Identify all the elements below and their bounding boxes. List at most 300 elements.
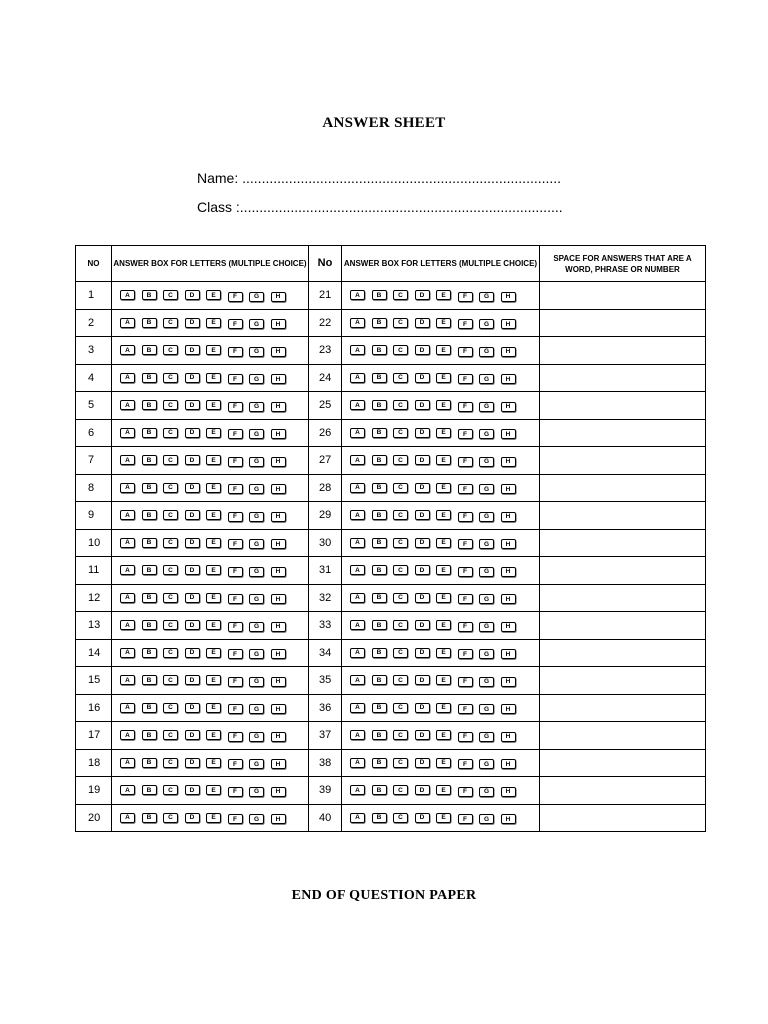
option-bubble[interactable]: G [249,787,264,797]
option-bubble[interactable]: H [501,319,516,329]
option-bubble[interactable]: H [501,512,516,522]
option-bubble[interactable]: F [228,567,243,577]
option-bubble[interactable]: G [249,677,264,687]
option-bubble[interactable]: G [479,704,494,714]
option-bubble[interactable]: D [415,703,430,713]
option-bubble[interactable]: D [185,318,200,328]
option-bubble[interactable]: G [249,429,264,439]
option-bubble[interactable]: C [163,703,178,713]
option-bubble[interactable]: B [372,703,387,713]
written-answer-cell[interactable] [540,612,706,640]
option-bubble[interactable]: D [415,318,430,328]
option-bubble[interactable]: E [436,345,451,355]
option-bubble[interactable]: H [271,759,286,769]
option-bubble[interactable]: C [393,703,408,713]
option-bubble[interactable]: A [350,510,365,520]
option-bubble[interactable]: G [479,677,494,687]
written-answer-cell[interactable] [540,584,706,612]
written-answer-cell[interactable] [540,392,706,420]
option-bubble[interactable]: A [350,620,365,630]
option-bubble[interactable]: B [372,620,387,630]
option-bubble[interactable]: F [228,429,243,439]
option-bubble[interactable]: E [436,428,451,438]
option-bubble[interactable]: A [350,455,365,465]
option-bubble[interactable]: F [458,539,473,549]
option-bubble[interactable]: A [350,785,365,795]
option-bubble[interactable]: A [120,318,135,328]
option-bubble[interactable]: A [350,675,365,685]
option-bubble[interactable]: F [228,649,243,659]
option-bubble[interactable]: A [120,703,135,713]
option-bubble[interactable]: F [228,402,243,412]
option-bubble[interactable]: F [228,347,243,357]
option-bubble[interactable]: G [249,594,264,604]
option-bubble[interactable]: F [458,292,473,302]
option-bubble[interactable]: H [501,429,516,439]
option-bubble[interactable]: D [415,785,430,795]
option-bubble[interactable]: E [206,648,221,658]
option-bubble[interactable]: D [415,483,430,493]
option-bubble[interactable]: H [501,347,516,357]
option-bubble[interactable]: G [479,484,494,494]
option-bubble[interactable]: C [393,648,408,658]
option-bubble[interactable]: H [271,704,286,714]
option-bubble[interactable]: D [415,648,430,658]
option-bubble[interactable]: C [163,620,178,630]
option-bubble[interactable]: F [228,814,243,824]
option-bubble[interactable]: H [501,539,516,549]
option-bubble[interactable]: H [271,402,286,412]
option-bubble[interactable]: B [372,730,387,740]
option-bubble[interactable]: C [163,813,178,823]
option-bubble[interactable]: H [271,787,286,797]
option-bubble[interactable]: B [142,455,157,465]
written-answer-cell[interactable] [540,474,706,502]
option-bubble[interactable]: G [249,319,264,329]
option-bubble[interactable]: C [163,345,178,355]
option-bubble[interactable]: H [501,704,516,714]
option-bubble[interactable]: F [228,319,243,329]
option-bubble[interactable]: D [185,565,200,575]
option-bubble[interactable]: E [436,400,451,410]
option-bubble[interactable]: G [479,649,494,659]
written-answer-cell[interactable] [540,749,706,777]
class-field[interactable]: Class :................................................................................... [197,199,563,215]
option-bubble[interactable]: D [185,648,200,658]
option-bubble[interactable]: E [206,428,221,438]
option-bubble[interactable]: A [120,455,135,465]
option-bubble[interactable]: B [372,290,387,300]
option-bubble[interactable]: F [228,594,243,604]
option-bubble[interactable]: H [271,622,286,632]
option-bubble[interactable]: E [436,675,451,685]
written-answer-cell[interactable] [540,364,706,392]
option-bubble[interactable]: C [393,620,408,630]
option-bubble[interactable]: B [372,785,387,795]
option-bubble[interactable]: F [458,732,473,742]
option-bubble[interactable]: D [415,675,430,685]
option-bubble[interactable]: A [350,483,365,493]
option-bubble[interactable]: A [350,290,365,300]
option-bubble[interactable]: H [271,374,286,384]
option-bubble[interactable]: B [372,400,387,410]
option-bubble[interactable]: H [271,567,286,577]
option-bubble[interactable]: D [415,620,430,630]
option-bubble[interactable]: H [501,457,516,467]
option-bubble[interactable]: B [142,538,157,548]
option-bubble[interactable]: H [501,732,516,742]
option-bubble[interactable]: B [372,510,387,520]
option-bubble[interactable]: A [120,428,135,438]
option-bubble[interactable]: H [271,512,286,522]
option-bubble[interactable]: C [393,593,408,603]
option-bubble[interactable]: C [393,428,408,438]
written-answer-cell[interactable] [540,337,706,365]
option-bubble[interactable]: A [120,373,135,383]
option-bubble[interactable]: B [142,565,157,575]
option-bubble[interactable]: E [436,758,451,768]
option-bubble[interactable]: G [479,567,494,577]
option-bubble[interactable]: A [350,538,365,548]
option-bubble[interactable]: A [350,730,365,740]
option-bubble[interactable]: F [458,347,473,357]
option-bubble[interactable]: F [458,512,473,522]
option-bubble[interactable]: A [120,483,135,493]
option-bubble[interactable]: C [393,400,408,410]
option-bubble[interactable]: F [228,622,243,632]
option-bubble[interactable]: C [163,483,178,493]
option-bubble[interactable]: C [393,565,408,575]
option-bubble[interactable]: E [436,510,451,520]
option-bubble[interactable]: F [458,567,473,577]
option-bubble[interactable]: A [350,428,365,438]
option-bubble[interactable]: B [142,703,157,713]
option-bubble[interactable]: E [206,455,221,465]
option-bubble[interactable]: E [206,483,221,493]
option-bubble[interactable]: A [120,565,135,575]
option-bubble[interactable]: C [163,428,178,438]
option-bubble[interactable]: G [479,374,494,384]
option-bubble[interactable]: G [249,457,264,467]
written-answer-cell[interactable] [540,722,706,750]
option-bubble[interactable]: A [350,318,365,328]
option-bubble[interactable]: B [142,785,157,795]
option-bubble[interactable]: E [206,400,221,410]
option-bubble[interactable]: A [350,345,365,355]
option-bubble[interactable]: E [206,373,221,383]
option-bubble[interactable]: H [271,457,286,467]
option-bubble[interactable]: E [436,318,451,328]
written-answer-cell[interactable] [540,282,706,310]
option-bubble[interactable]: D [415,510,430,520]
option-bubble[interactable]: F [458,622,473,632]
option-bubble[interactable]: H [271,319,286,329]
option-bubble[interactable]: B [372,593,387,603]
option-bubble[interactable]: D [185,538,200,548]
option-bubble[interactable]: E [436,565,451,575]
option-bubble[interactable]: G [249,374,264,384]
option-bubble[interactable]: E [206,318,221,328]
option-bubble[interactable]: B [372,565,387,575]
option-bubble[interactable]: F [458,457,473,467]
option-bubble[interactable]: D [415,345,430,355]
option-bubble[interactable]: A [350,565,365,575]
option-bubble[interactable]: C [393,345,408,355]
option-bubble[interactable]: B [142,675,157,685]
option-bubble[interactable]: C [163,318,178,328]
option-bubble[interactable]: E [436,730,451,740]
option-bubble[interactable]: G [479,429,494,439]
option-bubble[interactable]: G [479,787,494,797]
option-bubble[interactable]: D [185,373,200,383]
option-bubble[interactable]: H [501,622,516,632]
option-bubble[interactable]: F [458,319,473,329]
option-bubble[interactable]: H [501,649,516,659]
option-bubble[interactable]: G [479,732,494,742]
option-bubble[interactable]: C [393,373,408,383]
option-bubble[interactable]: C [163,758,178,768]
option-bubble[interactable]: E [436,290,451,300]
option-bubble[interactable]: E [206,538,221,548]
option-bubble[interactable]: A [350,373,365,383]
option-bubble[interactable]: C [393,813,408,823]
option-bubble[interactable]: G [249,567,264,577]
option-bubble[interactable]: H [271,539,286,549]
option-bubble[interactable]: F [228,759,243,769]
option-bubble[interactable]: A [120,648,135,658]
option-bubble[interactable]: C [163,785,178,795]
option-bubble[interactable]: G [479,319,494,329]
option-bubble[interactable]: C [393,455,408,465]
option-bubble[interactable]: D [185,428,200,438]
option-bubble[interactable]: C [163,400,178,410]
option-bubble[interactable]: H [271,484,286,494]
option-bubble[interactable]: E [436,455,451,465]
option-bubble[interactable]: G [249,539,264,549]
option-bubble[interactable]: A [120,758,135,768]
option-bubble[interactable]: A [120,510,135,520]
option-bubble[interactable]: G [479,402,494,412]
option-bubble[interactable]: H [271,649,286,659]
option-bubble[interactable]: C [163,290,178,300]
written-answer-cell[interactable] [540,804,706,832]
option-bubble[interactable]: C [163,648,178,658]
option-bubble[interactable]: H [271,677,286,687]
option-bubble[interactable]: G [249,347,264,357]
written-answer-cell[interactable] [540,557,706,585]
option-bubble[interactable]: D [185,593,200,603]
option-bubble[interactable]: H [271,429,286,439]
option-bubble[interactable]: B [142,730,157,740]
option-bubble[interactable]: A [120,538,135,548]
option-bubble[interactable]: D [185,730,200,740]
option-bubble[interactable]: C [163,593,178,603]
option-bubble[interactable]: H [271,347,286,357]
option-bubble[interactable]: F [228,732,243,742]
option-bubble[interactable]: H [501,402,516,412]
option-bubble[interactable]: G [479,347,494,357]
option-bubble[interactable]: F [458,402,473,412]
option-bubble[interactable]: D [415,455,430,465]
option-bubble[interactable]: H [501,567,516,577]
option-bubble[interactable]: E [436,813,451,823]
option-bubble[interactable]: F [228,512,243,522]
option-bubble[interactable]: F [228,677,243,687]
option-bubble[interactable]: B [142,483,157,493]
option-bubble[interactable]: F [458,814,473,824]
option-bubble[interactable]: A [120,400,135,410]
written-answer-cell[interactable] [540,529,706,557]
option-bubble[interactable]: F [458,787,473,797]
written-answer-cell[interactable] [540,419,706,447]
option-bubble[interactable]: H [501,292,516,302]
option-bubble[interactable]: D [185,785,200,795]
option-bubble[interactable]: A [120,785,135,795]
option-bubble[interactable]: G [249,732,264,742]
option-bubble[interactable]: E [206,593,221,603]
option-bubble[interactable]: D [415,593,430,603]
option-bubble[interactable]: D [185,813,200,823]
option-bubble[interactable]: D [415,538,430,548]
option-bubble[interactable]: C [393,318,408,328]
option-bubble[interactable]: B [372,318,387,328]
option-bubble[interactable]: G [479,814,494,824]
option-bubble[interactable]: G [479,539,494,549]
option-bubble[interactable]: A [120,813,135,823]
option-bubble[interactable]: F [228,787,243,797]
option-bubble[interactable]: C [163,455,178,465]
option-bubble[interactable]: E [436,785,451,795]
option-bubble[interactable]: E [206,758,221,768]
option-bubble[interactable]: F [458,429,473,439]
option-bubble[interactable]: E [436,593,451,603]
option-bubble[interactable]: D [185,703,200,713]
option-bubble[interactable]: E [436,483,451,493]
option-bubble[interactable]: B [142,428,157,438]
option-bubble[interactable]: A [350,593,365,603]
option-bubble[interactable]: G [479,594,494,604]
option-bubble[interactable]: B [372,455,387,465]
option-bubble[interactable]: F [228,484,243,494]
option-bubble[interactable]: D [185,758,200,768]
option-bubble[interactable]: E [436,703,451,713]
option-bubble[interactable]: F [458,649,473,659]
option-bubble[interactable]: F [228,539,243,549]
option-bubble[interactable]: B [142,373,157,383]
option-bubble[interactable]: B [372,813,387,823]
written-answer-cell[interactable] [540,639,706,667]
option-bubble[interactable]: A [350,703,365,713]
option-bubble[interactable]: G [479,457,494,467]
option-bubble[interactable]: C [393,785,408,795]
written-answer-cell[interactable] [540,667,706,695]
option-bubble[interactable]: F [458,677,473,687]
option-bubble[interactable]: B [142,290,157,300]
option-bubble[interactable]: D [415,758,430,768]
option-bubble[interactable]: F [228,292,243,302]
option-bubble[interactable]: B [372,428,387,438]
option-bubble[interactable]: F [228,457,243,467]
option-bubble[interactable]: D [185,400,200,410]
option-bubble[interactable]: H [501,594,516,604]
option-bubble[interactable]: H [501,677,516,687]
name-field[interactable]: Name: .................................................................................. [197,170,562,186]
option-bubble[interactable]: E [206,565,221,575]
option-bubble[interactable]: C [393,290,408,300]
option-bubble[interactable]: H [271,732,286,742]
option-bubble[interactable]: F [228,374,243,384]
option-bubble[interactable]: H [501,484,516,494]
option-bubble[interactable]: A [120,593,135,603]
option-bubble[interactable]: H [501,374,516,384]
option-bubble[interactable]: G [249,759,264,769]
option-bubble[interactable]: G [249,649,264,659]
option-bubble[interactable]: B [142,620,157,630]
option-bubble[interactable]: D [185,510,200,520]
option-bubble[interactable]: G [479,759,494,769]
option-bubble[interactable]: B [372,648,387,658]
option-bubble[interactable]: A [350,400,365,410]
option-bubble[interactable]: A [350,758,365,768]
option-bubble[interactable]: C [163,565,178,575]
option-bubble[interactable]: D [415,730,430,740]
option-bubble[interactable]: D [415,565,430,575]
option-bubble[interactable]: C [393,483,408,493]
written-answer-cell[interactable] [540,447,706,475]
option-bubble[interactable]: G [249,704,264,714]
option-bubble[interactable]: B [142,510,157,520]
option-bubble[interactable]: G [249,484,264,494]
option-bubble[interactable]: E [436,620,451,630]
option-bubble[interactable]: E [436,373,451,383]
option-bubble[interactable]: B [372,538,387,548]
option-bubble[interactable]: G [249,814,264,824]
option-bubble[interactable]: C [393,510,408,520]
option-bubble[interactable]: G [249,622,264,632]
option-bubble[interactable]: C [393,675,408,685]
option-bubble[interactable]: B [142,758,157,768]
option-bubble[interactable]: F [458,704,473,714]
option-bubble[interactable]: C [163,373,178,383]
option-bubble[interactable]: B [372,483,387,493]
option-bubble[interactable]: A [350,813,365,823]
option-bubble[interactable]: B [142,593,157,603]
option-bubble[interactable]: D [415,813,430,823]
option-bubble[interactable]: D [415,290,430,300]
option-bubble[interactable]: B [142,648,157,658]
option-bubble[interactable]: E [436,538,451,548]
option-bubble[interactable]: E [206,620,221,630]
option-bubble[interactable]: D [185,675,200,685]
option-bubble[interactable]: H [271,814,286,824]
option-bubble[interactable]: G [479,292,494,302]
option-bubble[interactable]: D [185,290,200,300]
option-bubble[interactable]: H [271,594,286,604]
option-bubble[interactable]: E [206,813,221,823]
option-bubble[interactable]: H [501,787,516,797]
option-bubble[interactable]: F [458,594,473,604]
option-bubble[interactable]: B [372,373,387,383]
option-bubble[interactable]: A [120,345,135,355]
option-bubble[interactable]: D [415,373,430,383]
option-bubble[interactable]: E [436,648,451,658]
option-bubble[interactable]: E [206,675,221,685]
option-bubble[interactable]: G [479,512,494,522]
option-bubble[interactable]: E [206,730,221,740]
option-bubble[interactable]: G [479,622,494,632]
option-bubble[interactable]: A [120,675,135,685]
option-bubble[interactable]: D [185,483,200,493]
